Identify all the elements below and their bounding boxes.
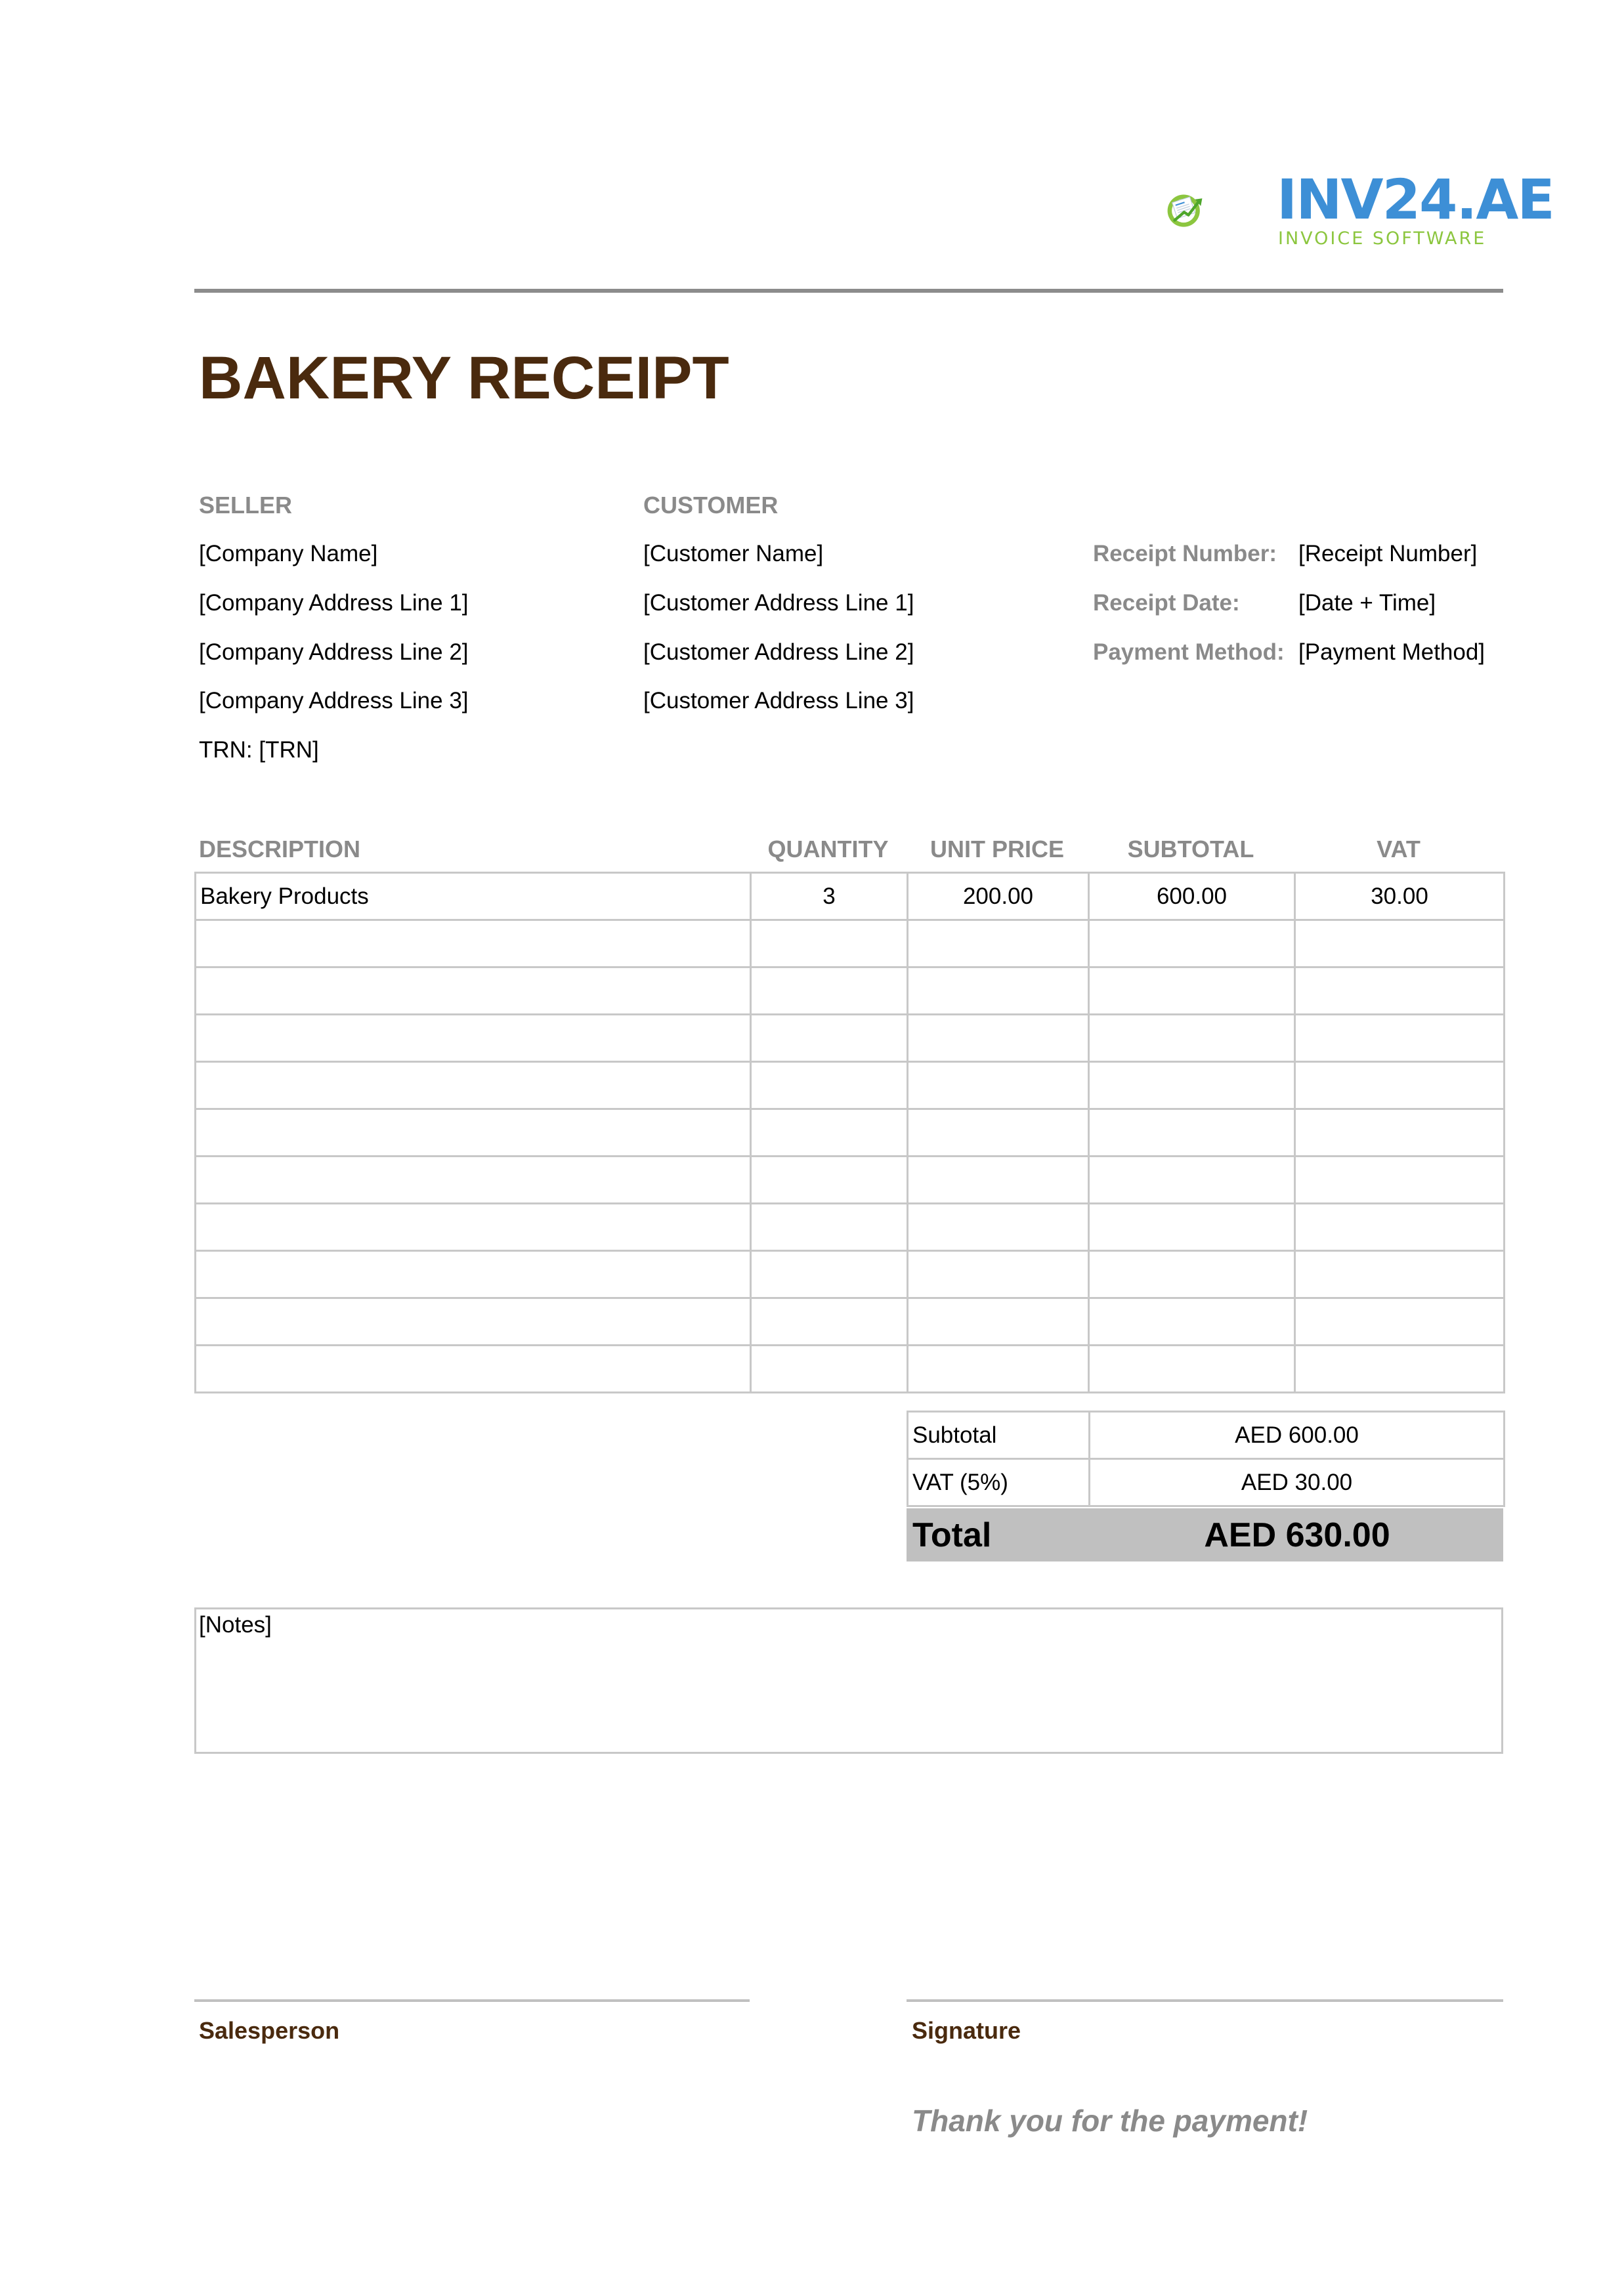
cell-description [196, 1204, 751, 1251]
totals-table [907, 1411, 1505, 1507]
cell-unit-price [908, 967, 1089, 1015]
cell-vat [1295, 1204, 1505, 1251]
table-row [196, 1109, 1505, 1157]
table-row [196, 1204, 1505, 1251]
cell-unit-price [908, 1015, 1089, 1062]
total-label: Total [912, 1516, 992, 1554]
cell-quantity [751, 920, 908, 967]
seller-company-name: [Company Name] [199, 541, 378, 566]
cell-unit-price [908, 1204, 1089, 1251]
cell-subtotal [1089, 1109, 1295, 1157]
cell-subtotal [1089, 1251, 1295, 1298]
cell-quantity [751, 1346, 908, 1393]
subtotal-row [908, 1412, 1505, 1459]
seller-trn: TRN: [TRN] [199, 737, 319, 763]
seller-label: SELLER [199, 492, 293, 519]
cell-unit-price [908, 1251, 1089, 1298]
table-row [196, 1346, 1505, 1393]
header-vat: VAT [1377, 836, 1421, 862]
table-row [196, 1157, 1505, 1204]
cell-subtotal [1089, 1298, 1295, 1346]
cell-vat [1295, 1109, 1505, 1157]
cell-description [196, 1346, 751, 1393]
cell-subtotal [1089, 1346, 1295, 1393]
cell-unit-price [908, 1298, 1089, 1346]
table-row [196, 1062, 1505, 1109]
table-row [196, 920, 1505, 967]
cell-vat [1295, 1251, 1505, 1298]
document-title: BAKERY RECEIPT [199, 345, 729, 412]
vat-label: VAT (5%) [908, 1459, 1090, 1506]
cell-vat [1295, 1015, 1505, 1062]
cell-vat: 30.00 [1295, 873, 1505, 920]
payment-method-value: [Payment Method] [1298, 639, 1485, 665]
cell-description [196, 1157, 751, 1204]
items-table [194, 872, 1505, 1393]
cell-quantity [751, 1062, 908, 1109]
header-description: DESCRIPTION [199, 836, 361, 862]
table-row [196, 873, 1505, 920]
brand-name: INV24.AE [1277, 167, 1554, 232]
cell-subtotal [1089, 920, 1295, 967]
cell-vat [1295, 1157, 1505, 1204]
cell-description [196, 1298, 751, 1346]
cell-unit-price [908, 1109, 1089, 1157]
header-quantity: QUANTITY [767, 836, 889, 862]
cell-quantity [751, 1251, 908, 1298]
notes-box[interactable] [194, 1607, 1503, 1754]
salesperson-line [194, 1999, 750, 2002]
cell-quantity [751, 967, 908, 1015]
cell-quantity [751, 1015, 908, 1062]
cell-description [196, 1062, 751, 1109]
cell-unit-price: 200.00 [908, 873, 1089, 920]
cell-description [196, 1251, 751, 1298]
seller-address-line-1: [Company Address Line 1] [199, 590, 469, 616]
cell-description [196, 920, 751, 967]
thank-you-message: Thank you for the payment! [912, 2104, 1308, 2138]
table-row [196, 1251, 1505, 1298]
signature-line [907, 1999, 1503, 2002]
vat-value: AED 30.00 [1090, 1459, 1505, 1506]
customer-name: [Customer Name] [643, 541, 824, 566]
brand-logo-icon [1165, 161, 1277, 259]
cell-subtotal: 600.00 [1089, 873, 1295, 920]
cell-quantity [751, 1109, 908, 1157]
table-row [196, 967, 1505, 1015]
table-row [196, 1298, 1505, 1346]
customer-address-line-1: [Customer Address Line 1] [643, 590, 914, 616]
cell-unit-price [908, 920, 1089, 967]
cell-description [196, 1109, 751, 1157]
cell-subtotal [1089, 1015, 1295, 1062]
cell-subtotal [1089, 1204, 1295, 1251]
cell-vat [1295, 1062, 1505, 1109]
cell-quantity: 3 [751, 873, 908, 920]
customer-address-line-2: [Customer Address Line 2] [643, 639, 914, 665]
cell-unit-price [908, 1062, 1089, 1109]
cell-quantity [751, 1204, 908, 1251]
subtotal-label: Subtotal [908, 1412, 1090, 1459]
header-subtotal: SUBTOTAL [1127, 836, 1254, 862]
cell-description [196, 967, 751, 1015]
receipt-date-value: [Date + Time] [1298, 590, 1436, 616]
cell-description [196, 1015, 751, 1062]
seller-address-line-3: [Company Address Line 3] [199, 688, 469, 713]
total-value: AED 630.00 [1204, 1516, 1390, 1554]
cell-vat [1295, 920, 1505, 967]
notes-text: [Notes] [199, 1612, 272, 1638]
subtotal-value: AED 600.00 [1090, 1412, 1505, 1459]
cell-vat [1295, 967, 1505, 1015]
customer-address-line-3: [Customer Address Line 3] [643, 688, 914, 713]
table-row [196, 1015, 1505, 1062]
receipt-number-value: [Receipt Number] [1298, 541, 1478, 566]
cell-subtotal [1089, 967, 1295, 1015]
header-rule [194, 289, 1503, 293]
cell-description: Bakery Products [196, 873, 751, 920]
payment-method-label: Payment Method: [1093, 639, 1285, 665]
brand-tagline: INVOICE SOFTWARE [1278, 228, 1487, 249]
cell-subtotal [1089, 1062, 1295, 1109]
cell-unit-price [908, 1346, 1089, 1393]
salesperson-label: Salesperson [199, 2017, 340, 2044]
signature-label: Signature [912, 2017, 1021, 2044]
header-unit-price: UNIT PRICE [930, 836, 1064, 862]
seller-address-line-2: [Company Address Line 2] [199, 639, 469, 665]
cell-unit-price [908, 1157, 1089, 1204]
vat-row [908, 1459, 1505, 1506]
cell-vat [1295, 1298, 1505, 1346]
cell-quantity [751, 1157, 908, 1204]
cell-vat [1295, 1346, 1505, 1393]
cell-quantity [751, 1298, 908, 1346]
receipt-date-label: Receipt Date: [1093, 590, 1240, 616]
cell-subtotal [1089, 1157, 1295, 1204]
receipt-number-label: Receipt Number: [1093, 541, 1277, 566]
customer-label: CUSTOMER [643, 492, 779, 519]
